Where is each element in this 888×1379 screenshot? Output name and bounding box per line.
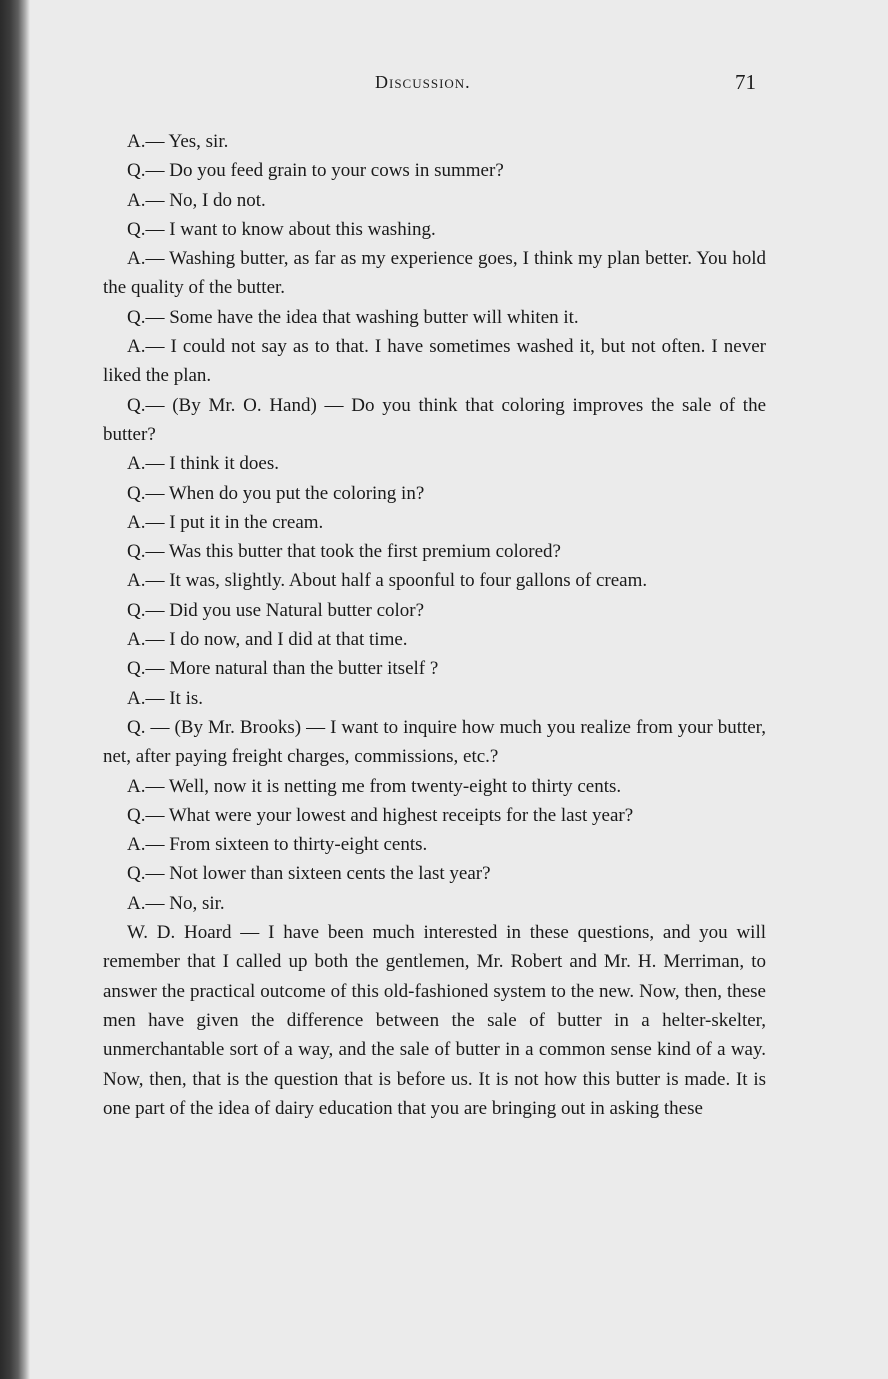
paragraph: A.— Washing butter, as far as my experience goes, I think my plan better. You hold the quality of the butter. — [103, 248, 766, 299]
page-number: 71 — [735, 70, 756, 94]
paragraph: Q.— Did you use Natural butter color? — [127, 599, 425, 621]
paragraph: Q.— (By Mr. O. Hand) — Do you think that coloring improves the sale of the butter? — [103, 394, 766, 445]
paragraph: Q.— Was this butter that took the first premium colored? — [127, 541, 561, 563]
paragraph: A.— It was, slightly. About half a spoonful to four gallons of cream. — [127, 570, 648, 592]
paragraph: A.— I do now, and I did at that time. — [127, 629, 408, 651]
paragraph: Q.— What were your lowest and highest receipts for the last year? — [127, 804, 634, 826]
paragraph: W. D. Hoard — I have been much interested in these questions, and you will remember that I called up both the gentlemen, Mr. Robert and Mr. H. Merriman, to answer the practical outcome of this old-fashioned system to the new. Now, then, these men have given the difference between the sale of butter in a helter-skelter, unmerchantable sort of a way, and the sale of butter in a common sense kind of a way. Now, then, that is the question that is before us. It is not how this butter is made. It is one part of the idea of dairy education that you are bringing out in asking these — [103, 922, 766, 1119]
running-head: Discussion. — [375, 72, 471, 92]
paragraph: Q.— When do you put the coloring in? — [127, 482, 425, 504]
paragraph: Q.— Not lower than sixteen cents the last year? — [127, 863, 491, 885]
paragraph: A.— I put it in the cream. — [127, 511, 324, 533]
paragraph: Q.— Some have the idea that washing butter will whiten it. — [127, 306, 579, 328]
binding-shadow — [0, 0, 30, 1379]
paragraph: A.— No, sir. — [127, 892, 225, 914]
paragraph: A.— No, I do not. — [127, 189, 266, 211]
paragraph: Q.— Do you feed grain to your cows in summer? — [127, 160, 504, 182]
body-text — [103, 127, 766, 1123]
paragraph: A.— Yes, sir. — [127, 131, 229, 152]
paragraph: A.— From sixteen to thirty-eight cents. — [127, 834, 428, 856]
paragraph: Q.— I want to know about this washing. — [127, 218, 436, 240]
paragraph: Q.— More natural than the butter itself ? — [127, 658, 439, 680]
paragraph: A.— I think it does. — [127, 453, 279, 475]
paragraph: A.— Well, now it is netting me from twenty-eight to thirty cents. — [127, 775, 622, 797]
paragraph: Q. — (By Mr. Brooks) — I want to inquire how much you realize from your butter, net, after paying freight charges, commissions, etc.? — [103, 716, 766, 768]
paragraph: A.— It is. — [127, 687, 203, 709]
paragraph: A.— I could not say as to that. I have sometimes washed it, but not often. I never liked the plan. — [103, 336, 766, 387]
